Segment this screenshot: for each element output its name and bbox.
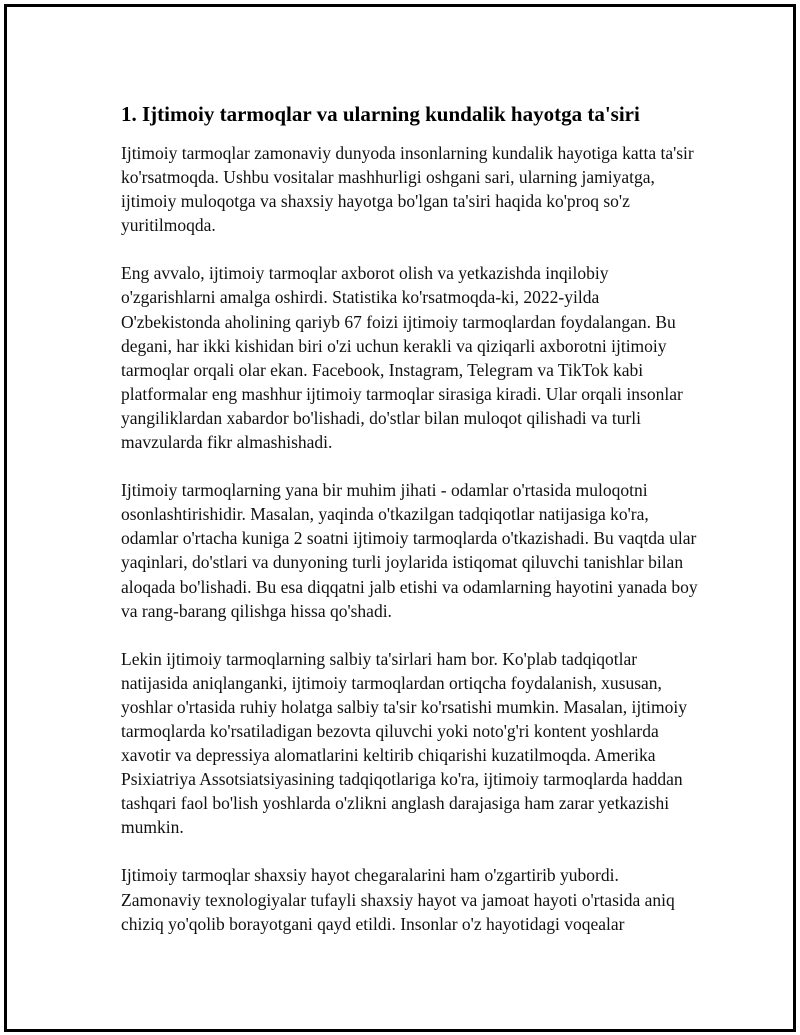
section-title: 1. Ijtimoiy tarmoqlar va ularning kundalik hayotga ta'siri <box>121 102 640 126</box>
paragraph-negative-effects: Lekin ijtimoiy tarmoqlarning salbiy ta'sirlari ham bor. Ko'plab tadqiqotlar natijasida aniqlanganki, ijtimoiy tarmoqlardan ortiqcha foydalanish, xususan, yoshlar o'rtasida ruhiy holatga salbiy ta'sir ko'rsatishi mumkin. Masalan, ijtimoiy tarmoqlarda ko'rsatiladigan bezovta qiluvchi yoki noto'g'ri kontent yoshlarda xavotir va depressiya alomatlarini keltirib chiqarishi kuzatilmoqda. Amerika Psixiatriya Assotsiatsiyasining tadqiqotlariga ko'ra, ijtimoiy tarmoqlarda haddan tashqari faol bo'lish yoshlarda o'zlikni anglash darajasiga ham zarar yetkazishi mumkin. <box>121 648 687 838</box>
paragraph-information: Eng avvalo, ijtimoiy tarmoqlar axborot olish va yetkazishda inqilobiy o'zgarishlarni amalga oshirdi. Statistika ko'rsatmoqda-ki, 2022-yilda O'zbekistonda aholining qariyb 67 foizi ijtimoiy tarmoqlardan foydalangan. Bu degani, har ikki kishidan biri o'zi uchun kerakli va qiziqarli axborotni ijtimoiy tarmoqlar orqali olar ekan. Facebook, Instagram, Telegram va TikTok kabi platformalar eng mashhur ijtimoiy tarmoqlar sirasiga kiradi. Ular orqali insonlar yangiliklardan xabardor bo'lishadi, do'stlar bilan muloqot qilishadi va turli mavzularda fikr almashishadi. <box>121 263 683 453</box>
page-frame <box>4 4 796 1032</box>
paragraph-communication: Ijtimoiy tarmoqlarning yana bir muhim jihati - odamlar o'rtasida muloqotni osonlashtirishidir. Masalan, yaqinda o'tkazilgan tadqiqotlar natijasiga ko'ra, odamlar o'rtacha kuniga 2 soatni ijtimoiy tarmoqlarda o'tkazishadi. Bu vaqtda ular yaqinlari, do'stlari va dunyoning turli joylarida istiqomat qiluvchi tanishlar bilan aloqada bo'lishadi. Bu esa diqqatni jalb etishi va odamlarning hayotini yanada boy va rang-barang qilishga hissa qo'shadi. <box>121 480 698 621</box>
document-body <box>121 99 701 960</box>
paragraph-privacy: Ijtimoiy tarmoqlar shaxsiy hayot chegaralarini ham o'zgartirib yubordi. Zamonaviy texnologiyalar tufayli shaxsiy hayot va jamoat hayoti o'rtasida aniq chiziq yo'qolib borayotgani qayd etildi. Insonlar o'z hayotidagi voqealar <box>121 865 675 934</box>
paragraph-intro: Ijtimoiy tarmoqlar zamonaviy dunyoda insonlarning kundalik hayotiga katta ta'sir ko'rsatmoqda. Ushbu vositalar mashhurligi oshgani sari, ularning jamiyatga, ijtimoiy muloqotga va shaxsiy hayotga bo'lgan ta'siri haqida ko'proq so'z yuritilmoqda. <box>121 143 694 236</box>
